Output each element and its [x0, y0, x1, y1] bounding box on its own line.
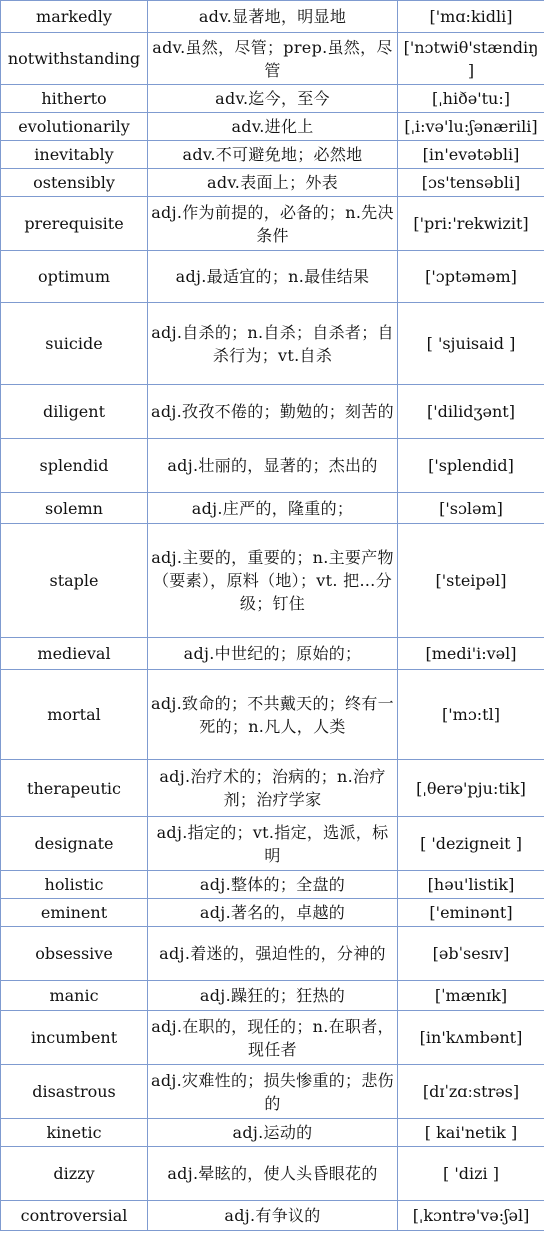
word-cell: solemn — [1, 493, 148, 524]
word-cell: mortal — [1, 670, 148, 760]
pronunciation-cell: [dɪˈzɑːstrəs] — [398, 1065, 544, 1119]
table-row — [1, 1119, 544, 1147]
table-row — [1, 169, 544, 197]
table-row — [1, 981, 544, 1011]
word-cell: suicide — [1, 303, 148, 385]
pronunciation-cell: ['ɔptəməm] — [398, 251, 544, 303]
definition-cell: adj.壮丽的，显著的；杰出的 — [148, 439, 398, 493]
table-row — [1, 493, 544, 524]
table-row — [1, 1201, 544, 1231]
pronunciation-cell: [əbˈsesɪv] — [398, 927, 544, 981]
table-row — [1, 1147, 544, 1201]
word-cell: notwithstanding — [1, 33, 148, 85]
definition-cell: adj.作为前提的，必备的；n.先决条件 — [148, 197, 398, 251]
word-cell: inevitably — [1, 141, 148, 169]
pronunciation-cell: [ 'sjuisaid ] — [398, 303, 544, 385]
word-cell: eminent — [1, 899, 148, 927]
table-row — [1, 85, 544, 113]
table-row — [1, 760, 544, 817]
pronunciation-cell: ['sɔləm] — [398, 493, 544, 524]
definition-cell: adj.孜孜不倦的；勤勉的；刻苦的 — [148, 385, 398, 439]
table-row — [1, 251, 544, 303]
word-cell: designate — [1, 817, 148, 871]
pronunciation-cell: [ˌi:və'lu:ʃənærili] — [398, 113, 544, 141]
table-row — [1, 113, 544, 141]
table-row — [1, 670, 544, 760]
pronunciation-cell: ['mɑ:kidli] — [398, 1, 544, 33]
definition-cell: adv.迄今，至今 — [148, 85, 398, 113]
pronunciation-cell: ['mɔ:tl] — [398, 670, 544, 760]
table-row — [1, 817, 544, 871]
definition-cell: adj.运动的 — [148, 1119, 398, 1147]
definition-cell: adj.着迷的，强迫性的，分神的 — [148, 927, 398, 981]
pronunciation-cell: [ 'dezigneit ] — [398, 817, 544, 871]
definition-cell: adv.虽然，尽管；prep.虽然，尽管 — [148, 33, 398, 85]
definition-cell: adv.进化上 — [148, 113, 398, 141]
pronunciation-cell: [ˌhiðə'tu:] — [398, 85, 544, 113]
table-row — [1, 638, 544, 670]
pronunciation-cell: ['dilidʒənt] — [398, 385, 544, 439]
table-row — [1, 1, 544, 33]
pronunciation-cell: [ˈmænɪk] — [398, 981, 544, 1011]
definition-cell: adj.最适宜的；n.最佳结果 — [148, 251, 398, 303]
definition-cell: adj.有争议的 — [148, 1201, 398, 1231]
table-row — [1, 871, 544, 899]
definition-cell: adv.显著地，明显地 — [148, 1, 398, 33]
pronunciation-cell: [ˌθerə'pju:tik] — [398, 760, 544, 817]
word-cell: disastrous — [1, 1065, 148, 1119]
definition-cell: adj.躁狂的；狂热的 — [148, 981, 398, 1011]
pronunciation-cell: [in'evətəbli] — [398, 141, 544, 169]
table-row — [1, 1065, 544, 1119]
pronunciation-cell: [həu'listik] — [398, 871, 544, 899]
word-cell: dizzy — [1, 1147, 148, 1201]
definition-cell: adv.表面上；外表 — [148, 169, 398, 197]
word-cell: hitherto — [1, 85, 148, 113]
word-cell: controversial — [1, 1201, 148, 1231]
word-cell: medieval — [1, 638, 148, 670]
word-cell: diligent — [1, 385, 148, 439]
word-cell: incumbent — [1, 1011, 148, 1065]
definition-cell: adj.庄严的，隆重的； — [148, 493, 398, 524]
word-cell: manic — [1, 981, 148, 1011]
pronunciation-cell: [ɔs'tensəbli] — [398, 169, 544, 197]
definition-cell: adj.整体的；全盘的 — [148, 871, 398, 899]
definition-cell: adj.致命的；不共戴天的；终有一死的；n.凡人，人类 — [148, 670, 398, 760]
word-cell: holistic — [1, 871, 148, 899]
pronunciation-cell: [ 'dizi ] — [398, 1147, 544, 1201]
pronunciation-cell: [medi'i:vəl] — [398, 638, 544, 670]
definition-cell: adj.指定的；vt.指定，选派，标明 — [148, 817, 398, 871]
pronunciation-cell: ['nɔtwiθ'stændiŋ] — [398, 33, 544, 85]
pronunciation-cell: [in'kʌmbənt] — [398, 1011, 544, 1065]
table-row — [1, 899, 544, 927]
table-row — [1, 1011, 544, 1065]
word-cell: therapeutic — [1, 760, 148, 817]
definition-cell: adj.晕眩的，使人头昏眼花的 — [148, 1147, 398, 1201]
word-cell: splendid — [1, 439, 148, 493]
word-cell: optimum — [1, 251, 148, 303]
pronunciation-cell: ['eminənt] — [398, 899, 544, 927]
table-row — [1, 197, 544, 251]
table-row — [1, 439, 544, 493]
definition-cell: adj.治疗术的；治病的；n.治疗剂；治疗学家 — [148, 760, 398, 817]
word-cell: obsessive — [1, 927, 148, 981]
word-cell: markedly — [1, 1, 148, 33]
word-cell: staple — [1, 524, 148, 638]
definition-cell: adj.灾难性的；损失惨重的；悲伤的 — [148, 1065, 398, 1119]
pronunciation-cell: [ˌkɔntrə'və:ʃəl] — [398, 1201, 544, 1231]
definition-cell: adj.在职的，现任的；n.在职者，现任者 — [148, 1011, 398, 1065]
pronunciation-cell: ['pri:'rekwizit] — [398, 197, 544, 251]
table-row — [1, 927, 544, 981]
word-cell: kinetic — [1, 1119, 148, 1147]
pronunciation-cell: ['steipəl] — [398, 524, 544, 638]
word-cell: ostensibly — [1, 169, 148, 197]
table-row — [1, 33, 544, 85]
table-row — [1, 303, 544, 385]
definition-cell: adj.主要的，重要的；n.主要产物（要素），原料（地）；vt. 把…分级；钉住 — [148, 524, 398, 638]
pronunciation-cell: [ kai'netik ] — [398, 1119, 544, 1147]
table-row — [1, 385, 544, 439]
word-cell: prerequisite — [1, 197, 148, 251]
word-cell: evolutionarily — [1, 113, 148, 141]
table-row — [1, 524, 544, 638]
definition-cell: adv.不可避免地；必然地 — [148, 141, 398, 169]
pronunciation-cell: ['splendid] — [398, 439, 544, 493]
table-row — [1, 141, 544, 169]
definition-cell: adj.著名的，卓越的 — [148, 899, 398, 927]
definition-cell: adj.自杀的；n.自杀；自杀者；自杀行为；vt.自杀 — [148, 303, 398, 385]
definition-cell: adj.中世纪的；原始的； — [148, 638, 398, 670]
